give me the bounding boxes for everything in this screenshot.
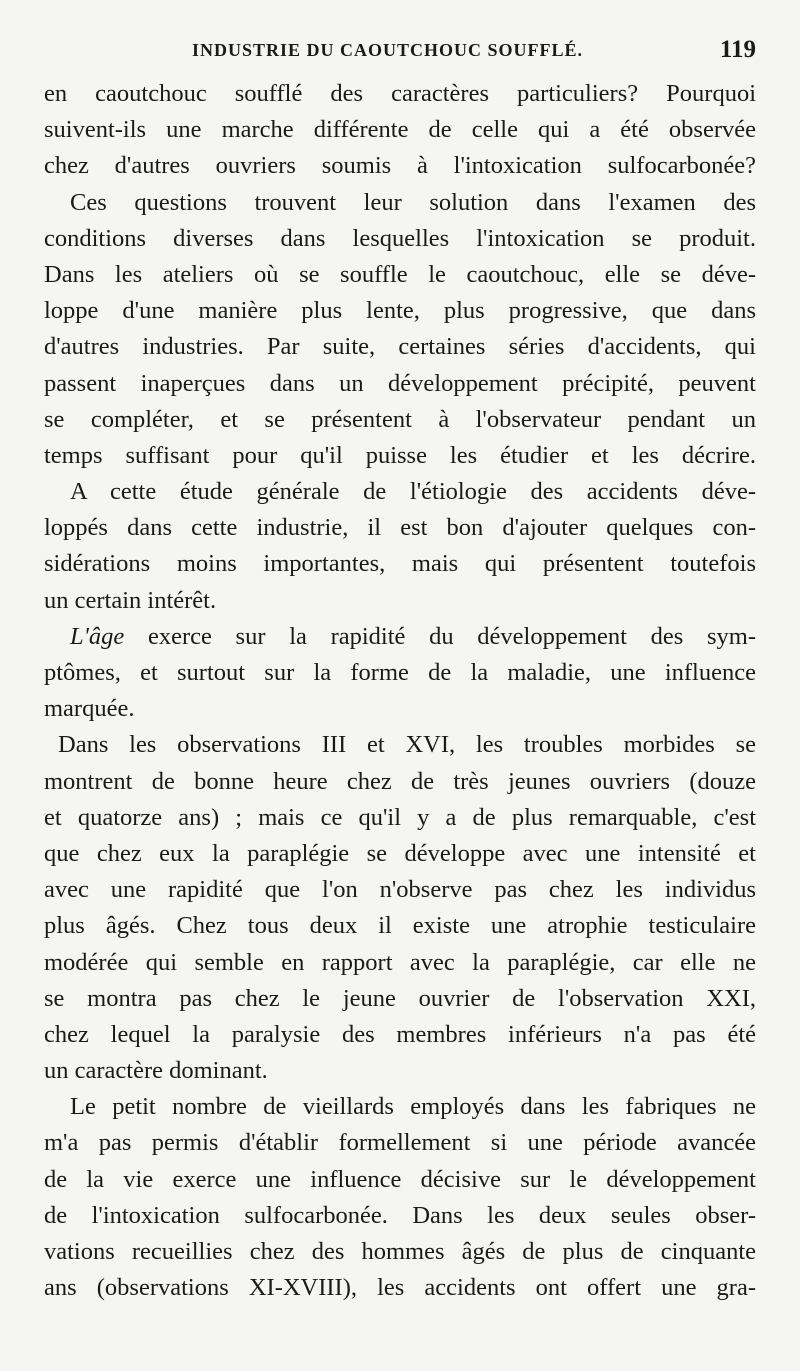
italic-term: L'âge (70, 622, 125, 650)
text-line: loppés dans cette industrie, il est bon d'ajouter quelques con- (44, 514, 756, 542)
text-line-rest: exerce sur la rapidité du développement des sym- (147, 622, 757, 650)
text-line: montrent de bonne heure chez de très jeunes ouvriers (douze (44, 767, 756, 795)
body-text (44, 76, 756, 1306)
text-line: de la vie exerce une influence décisive sur le développement (44, 1165, 756, 1193)
text-line: ans (observations XI-XVIII), les accidents ont offert une gra- (44, 1274, 756, 1302)
text-line: se compléter, et se présentent à l'observateur pendant un (44, 405, 756, 433)
text-line: m'a pas permis d'établir formellement si une période avancée (44, 1129, 756, 1157)
text-line: et quatorze ans) ; mais ce qu'il y a de plus remarquable, c'est (44, 803, 756, 831)
text-line: Dans les observations III et XVI, les troubles morbides se (58, 731, 756, 759)
page-number: 119 (719, 36, 756, 63)
text-line: se montra pas chez le jeune ouvrier de l'observation XXI, (44, 984, 756, 1012)
text-line: en caoutchouc soufflé des caractères particuliers? Pourquoi (44, 80, 756, 107)
text-line: loppe d'une manière plus lente, plus progressive, que dans (44, 297, 756, 325)
text-line: suivent-ils une marche différente de celle qui a été observée (44, 116, 756, 144)
text-line: ptômes, et surtout sur la forme de la maladie, une influence (44, 659, 756, 686)
running-head (44, 36, 756, 70)
text-line: marquée. (44, 695, 135, 723)
text-line: Le petit nombre de vieillards employés dans les fabriques ne (70, 1093, 756, 1121)
text-line: que chez eux la paraplégie se développe avec une intensité et (44, 839, 756, 867)
text-line: chez lequel la paralysie des membres inférieurs n'a pas été (44, 1020, 756, 1048)
text-line: passent inaperçues dans un développement précipité, peuvent (44, 369, 756, 397)
text-line: Dans les ateliers où se souffle le caoutchouc, elle se déve- (44, 260, 756, 288)
running-title: INDUSTRIE DU CAOUTCHOUC SOUFFLÉ. (192, 40, 584, 60)
text-line: Ces questions trouvent leur solution dans l'examen des (70, 188, 756, 216)
text-line: modérée qui semble en rapport avec la paraplégie, car elle ne (44, 948, 756, 976)
text-line: temps suffisant pour qu'il puisse les étudier et les décrire. (44, 441, 756, 469)
text-line: d'autres industries. Par suite, certaines séries d'accidents, qui (44, 333, 756, 361)
text-line: de l'intoxication sulfocarbonée. Dans les deux seules obser- (44, 1201, 756, 1229)
text-line: vations recueillies chez des hommes âgés de plus de cinquante (44, 1238, 756, 1265)
text-line: un certain intérêt. (44, 586, 217, 614)
text-line: conditions diverses dans lesquelles l'intoxication se produit. (44, 224, 756, 252)
text-line: plus âgés. Chez tous deux il existe une atrophie testiculaire (44, 912, 756, 940)
text-line: A cette étude générale de l'étiologie des accidents déve- (70, 478, 756, 506)
text-line: un caractère dominant. (44, 1057, 268, 1085)
text-line (44, 619, 756, 655)
text-line: chez d'autres ouvriers soumis à l'intoxication sulfocarbonée? (44, 152, 756, 180)
text-line: avec une rapidité que l'on n'observe pas chez les individus (44, 876, 756, 904)
text-line: sidérations moins importantes, mais qui présentent toutefois (44, 550, 756, 578)
